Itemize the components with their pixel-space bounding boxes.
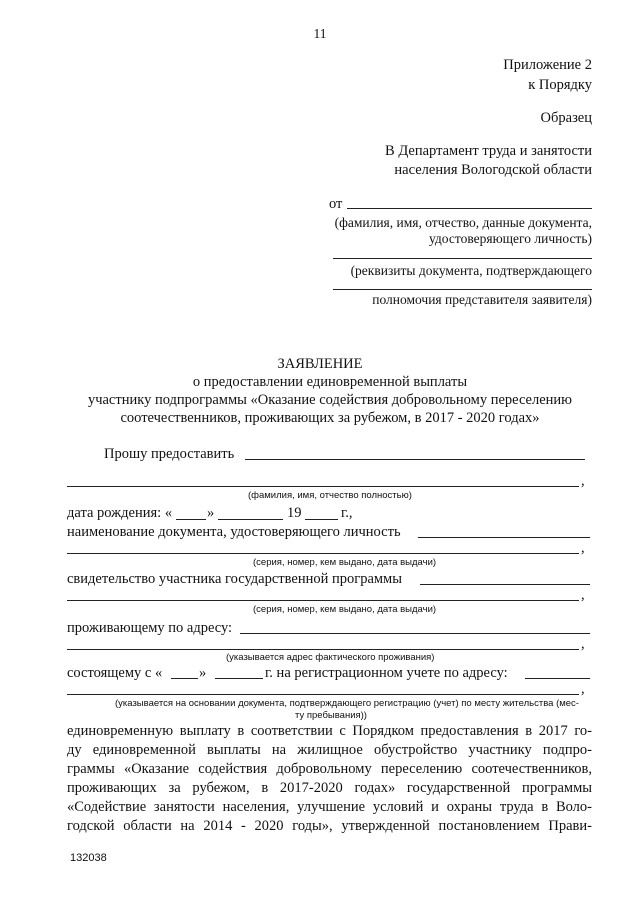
from-hint-2-line-1: (реквизиты документа, подтверждающего: [350, 263, 592, 278]
title-heading: ЗАЯВЛЕНИЕ: [277, 356, 363, 372]
from-name-line[interactable]: [347, 208, 592, 209]
registration-month-field[interactable]: [215, 678, 263, 679]
dob-day-field[interactable]: [176, 519, 206, 520]
dob-year-field[interactable]: [305, 519, 338, 520]
registration-day-field[interactable]: [171, 678, 198, 679]
certificate-label: свидетельство участника государственной программы: [67, 571, 402, 587]
addressee-line-1: В Департамент труда и занятости: [385, 143, 592, 159]
registration-label-end: г. на регистрационном учете по адресу:: [265, 665, 508, 681]
id-document-hint: (серия, номер, кем выдано, дата выдачи): [253, 557, 437, 568]
certificate-hint: (серия, номер, кем выдано, дата выдачи): [253, 604, 437, 615]
request-label: Прошу предоставить: [104, 446, 235, 462]
page-number: 11: [313, 26, 327, 41]
dob-label: дата рождения: «: [67, 505, 173, 521]
certificate-comma: ,: [581, 587, 585, 603]
fio-line[interactable]: [67, 486, 579, 487]
registration-hint-line-2: ту пребывания)): [295, 710, 367, 721]
title-line-3: соотечественников, проживающих за рубежом, в 2017 - 2020 годах»: [120, 410, 540, 426]
registration-hint-line-1: (указывается на основании документа, подтверждающего регистрацию (учет) по месту жительства (мес-: [115, 698, 579, 709]
body-line-4: проживающих за рубежом, в 2017-2020 годах» государственной программы: [67, 780, 592, 796]
sample-label: Образец: [540, 110, 592, 126]
footer-code: 132038: [70, 852, 107, 864]
address-hint: (указывается адрес фактического проживания): [226, 652, 435, 663]
certificate-details-line[interactable]: [67, 600, 579, 601]
body-line-1: единовременную выплату в соответствии с Порядком предоставления в 2017 го-: [67, 723, 592, 739]
registration-address-line-1[interactable]: [525, 678, 590, 679]
address-line-2[interactable]: [67, 649, 579, 650]
body-line-2: ду единовременной выплаты на жилищное обустройство участнику подпро-: [67, 742, 592, 758]
appendix-line-1: Приложение 2: [503, 57, 592, 73]
title-line-1: о предоставлении единовременной выплаты: [192, 374, 468, 390]
fio-hint: (фамилия, имя, отчество полностью): [248, 490, 412, 501]
dob-year-suffix: г.,: [341, 505, 353, 521]
addressee-line-2: населения Вологодской области: [394, 162, 592, 178]
id-document-label: наименование документа, удостоверяющего личность: [67, 524, 401, 540]
registration-address-line-2[interactable]: [67, 694, 579, 695]
from-hint-1-line-2: удостоверяющего личность): [429, 231, 592, 246]
request-line[interactable]: [245, 459, 585, 460]
registration-quote: »: [199, 665, 207, 681]
dob-quote: »: [207, 505, 215, 521]
registration-comma: ,: [581, 681, 585, 697]
from-label: от: [329, 196, 343, 212]
body-line-6: годской области на 2014 - 2020 годы», утвержденной постановлением Прави-: [67, 818, 592, 834]
from-authority-line[interactable]: [333, 289, 592, 290]
id-document-details-line[interactable]: [67, 553, 579, 554]
certificate-name-line[interactable]: [420, 584, 590, 585]
id-document-comma: ,: [581, 540, 585, 556]
address-line-1[interactable]: [240, 633, 590, 634]
body-line-3: граммы «Оказание содействия добровольному переселению соотечественников,: [67, 761, 592, 777]
fio-comma: ,: [581, 473, 585, 489]
from-hint-2-line-2: полномочия представителя заявителя): [372, 292, 592, 307]
address-comma: ,: [581, 636, 585, 652]
appendix-line-2: к Порядку: [528, 77, 592, 93]
address-label: проживающему по адресу:: [67, 620, 233, 636]
body-line-5: «Содействие занятости населения, улучшение условий и охраны труда в Воло-: [67, 799, 592, 815]
registration-label-start: состоящему с «: [67, 665, 163, 681]
body-paragraph: [67, 722, 592, 836]
title-line-2: участнику подпрограммы «Оказание содействия добровольному переселению: [87, 392, 573, 408]
dob-month-field[interactable]: [218, 519, 283, 520]
from-hint-1-line-1: (фамилия, имя, отчество, данные документа,: [334, 215, 592, 230]
from-doc-line[interactable]: [333, 258, 592, 259]
id-document-name-line[interactable]: [418, 537, 590, 538]
dob-century: 19: [287, 505, 302, 521]
document-title: [0, 355, 640, 427]
